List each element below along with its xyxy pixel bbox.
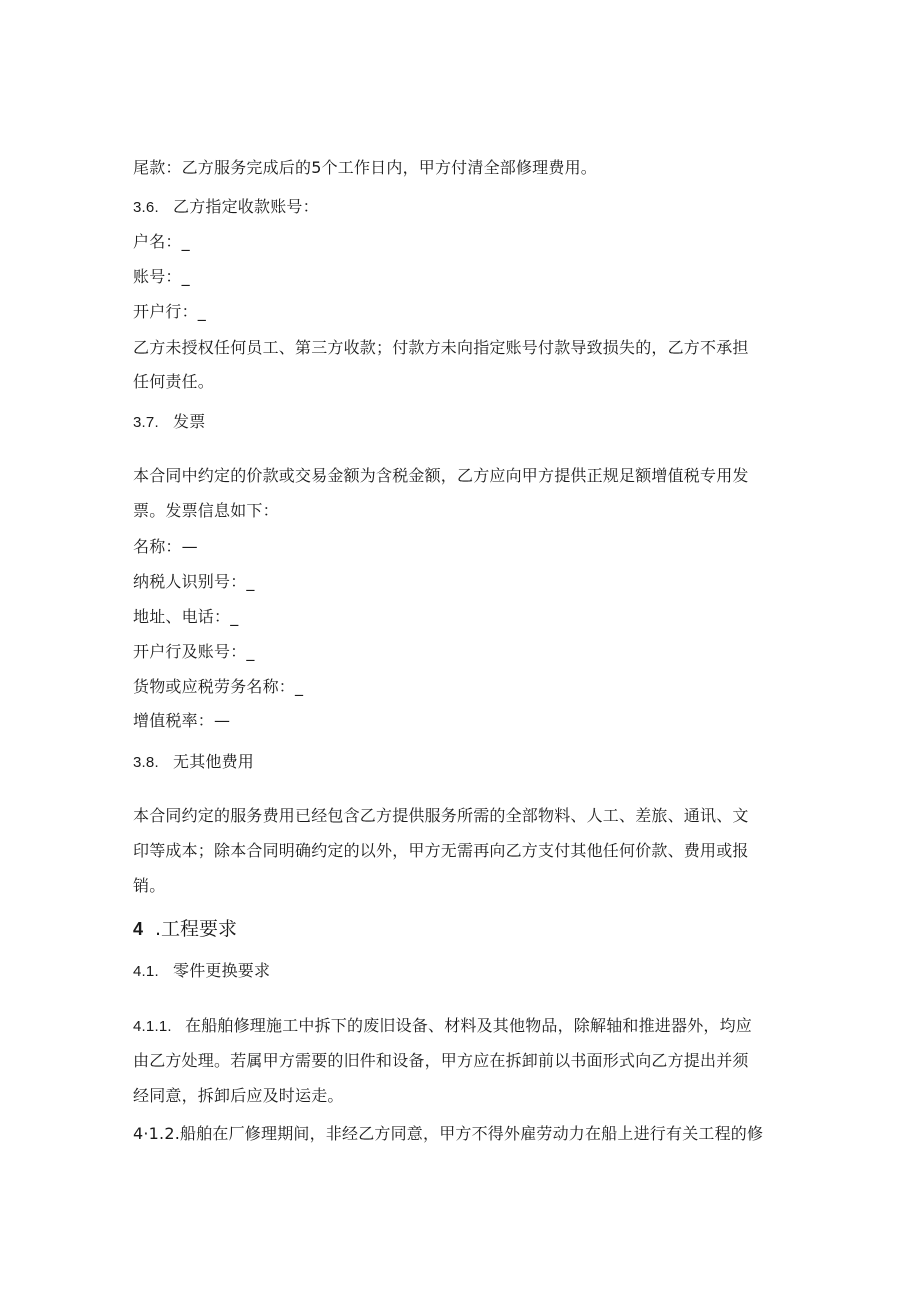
goods-name-line: 货物或应税劳务名称：_ — [133, 677, 304, 696]
clause-4-1-2-line: 4·1.2.船舶在厂修理期间，非经乙方同意，甲方不得外雇劳动力在船上进行有关工程的修 — [133, 1124, 764, 1143]
account-number-line: 账号：_ — [133, 267, 190, 286]
vat-rate-line: 增值税率：— — [133, 711, 231, 730]
section-number: 4 — [133, 919, 144, 939]
account-name-line: 户名：_ — [133, 232, 190, 251]
clause-title: 乙方指定收款账号： — [173, 197, 319, 216]
paragraph-line: 经同意，拆卸后应及时运走。 — [133, 1086, 344, 1105]
clause-3-7 — [133, 412, 205, 433]
paragraph-line: 票。发票信息如下： — [133, 501, 279, 520]
clause-4-1 — [133, 961, 270, 982]
paragraph-line: 印等成本；除本合同明确约定的以外，甲方无需再向乙方支付其他任何价款、费用或报 — [133, 841, 749, 860]
clause-title: 无其他费用 — [173, 752, 255, 771]
clause-number: 3.8. — [133, 754, 159, 771]
clause-3-8 — [133, 752, 254, 773]
clause-text: 在船舶修理施工中拆下的废旧设备、材料及其他物品，除解轴和推进器外，均应 — [185, 1016, 753, 1035]
bank-line: 开户行：_ — [133, 302, 207, 321]
section-title: .工程要求 — [155, 918, 238, 940]
invoice-name-line: 名称：— — [133, 537, 198, 556]
section-4-heading — [133, 917, 237, 941]
clause-number: 4.1. — [133, 963, 159, 980]
clause-number: 4.1.1. — [133, 1018, 172, 1035]
paragraph-line: 本合同中约定的价款或交易金额为含税金额，乙方应向甲方提供正规足额增值税专用发 — [133, 466, 749, 485]
paragraph-line: 乙方未授权任何员工、第三方收款；付款方未向指定账号付款导致损失的，乙方不承担 — [133, 338, 749, 357]
taxpayer-id-line: 纳税人识别号：_ — [133, 572, 255, 591]
clause-title: 零件更换要求 — [173, 961, 271, 980]
address-phone-line: 地址、电话：_ — [133, 607, 239, 626]
clause-number: 3.7. — [133, 414, 159, 431]
paragraph-line: 本合同约定的服务费用已经包含乙方提供服务所需的全部物料、人工、差旅、通讯、文 — [133, 806, 749, 825]
clause-number: 3.6. — [133, 199, 159, 216]
clause-3-6 — [133, 197, 319, 218]
final-payment-line: 尾款：乙方服务完成后的5个工作日内，甲方付清全部修理费用。 — [133, 158, 597, 177]
clause-4-1-1 — [133, 1016, 752, 1037]
paragraph-line: 由乙方处理。若属甲方需要的旧件和设备，甲方应在拆卸前以书面形式向乙方提出并须 — [133, 1051, 749, 1070]
bank-account-line: 开户行及账号：_ — [133, 642, 255, 661]
clause-title: 发票 — [173, 412, 206, 431]
paragraph-line: 销。 — [133, 876, 166, 895]
paragraph-line: 任何责任。 — [133, 372, 215, 391]
